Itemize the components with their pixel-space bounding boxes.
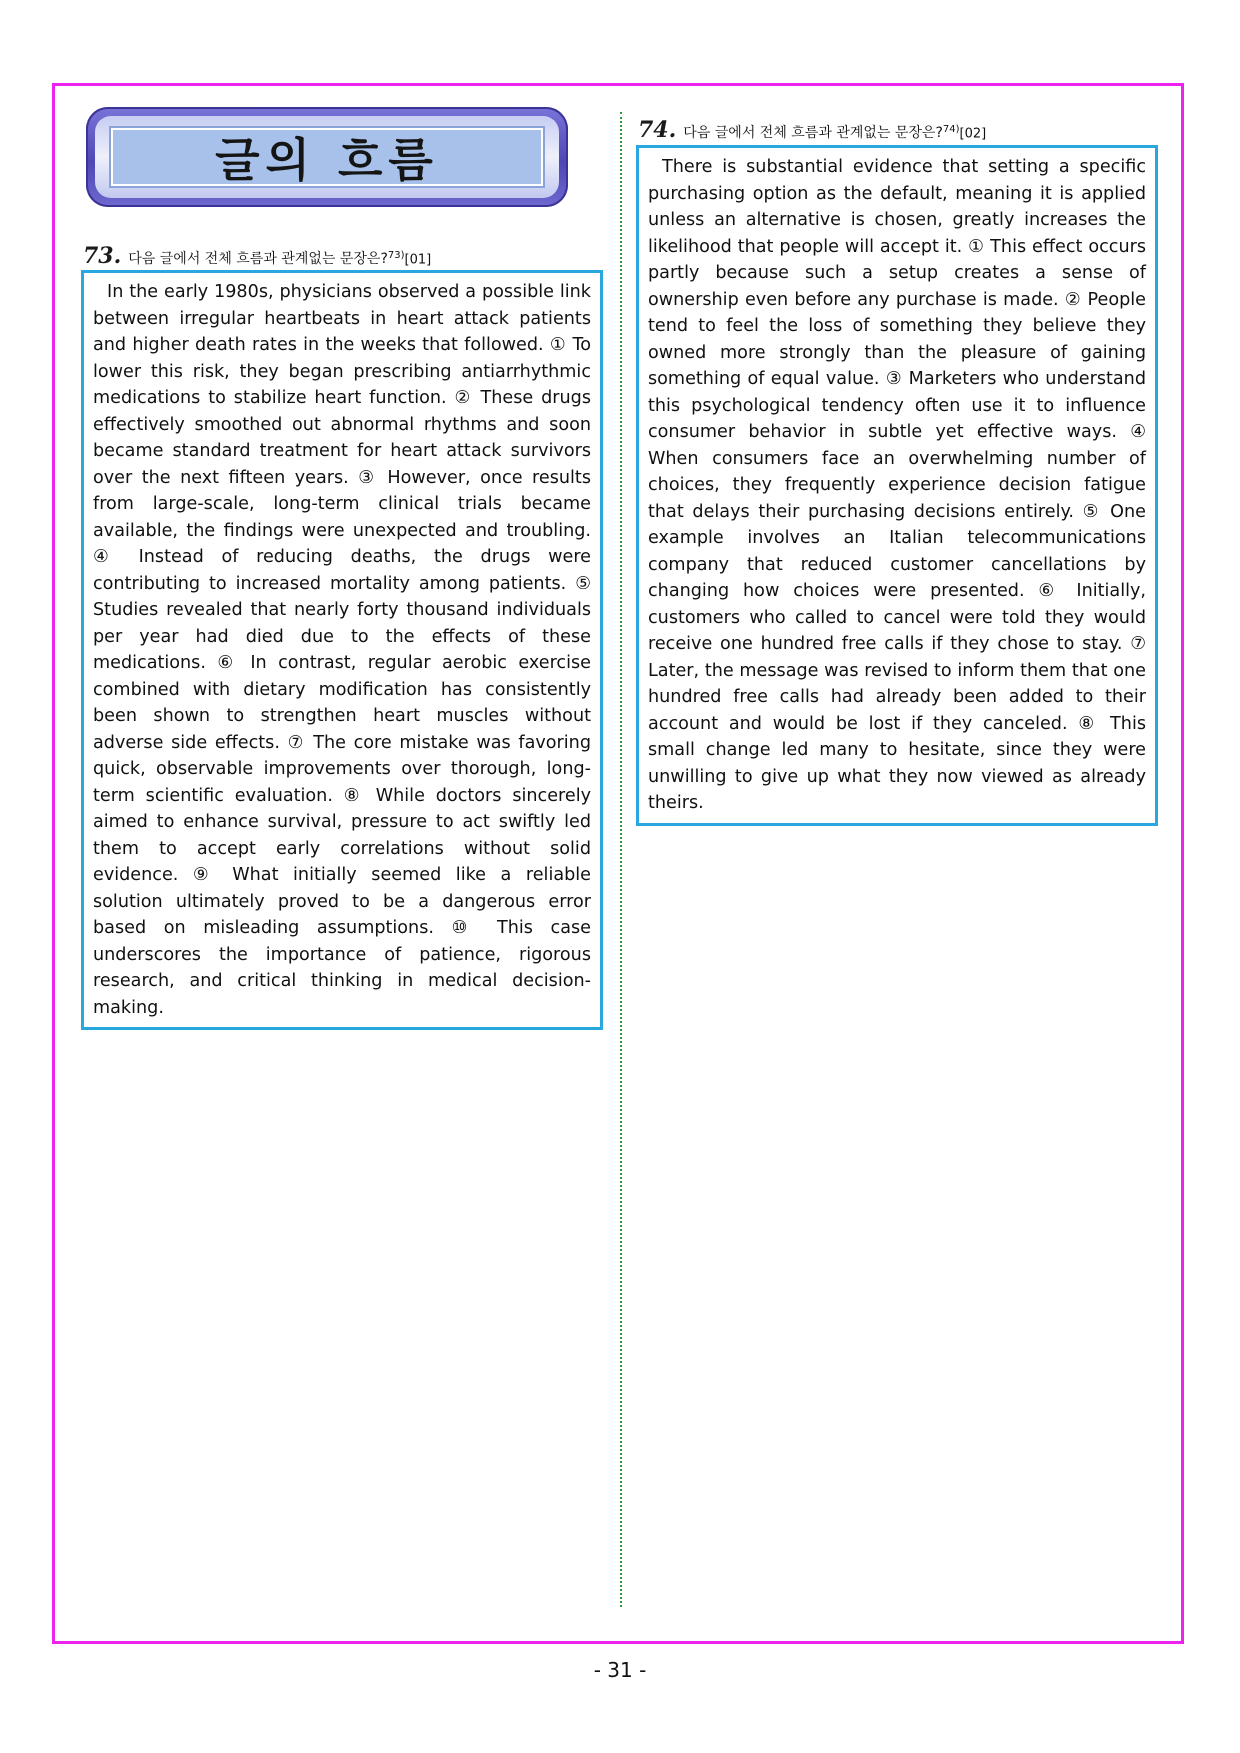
- question-reference: [388, 250, 431, 267]
- reference-superscript: 74): [942, 123, 960, 135]
- column-divider: [620, 112, 622, 1607]
- reference-code: [01]: [404, 252, 432, 267]
- reference-superscript: 73): [387, 249, 405, 261]
- reference-code: [02]: [959, 126, 987, 141]
- question-number: 74.: [638, 117, 677, 143]
- section-title-banner: [86, 107, 568, 207]
- question-74-header: [638, 117, 986, 143]
- banner-frame: [95, 116, 559, 198]
- question-reference: [943, 124, 986, 141]
- page-number: - 31 -: [593, 1658, 647, 1682]
- question-prompt: 다음 글에서 전체 흐름과 관계없는 문장은?: [128, 251, 388, 267]
- question-74-passage: There is substantial evidence that setting a specific purchasing option as the default, meaning it is applied unless an alternative is chosen, greatly increases the likelihood that people will accept it. ① This effect occurs partly because such a setup creates a sense of ownership even before any purchase is made. ② People tend to feel the loss of something they believe they owned more strongly than the pleasure of gaining something of equal value. ③ Marketers who understand this psychological tendency often use it to influence consumer behavior in subtle yet effective ways. ④ When consumers face an overwhelming number of choices, they frequently experience decision fatigue that delays their purchasing decisions entirely. ⑤ One example involves an Italian telecommunications company that reduced customer cancellations by changing how choices were presented. ⑥ Initially, customers who called to cancel were told they would receive one hundred free calls if they chose to stay. ⑦ Later, the message was revised to inform them that one hundred free calls had already been added to their account and would be lost if they canceled. ⑧ This small change led many to hesitate, since they were unwilling to give up what they now viewed as already theirs.: [636, 145, 1158, 826]
- section-title: 글의 흐름: [215, 133, 439, 187]
- question-prompt: 다음 글에서 전체 흐름과 관계없는 문장은?: [683, 125, 943, 141]
- question-73-header: [83, 243, 431, 269]
- question-73-passage: In the early 1980s, physicians observed a possible link between irregular heartbeats in heart attack patients and higher death rates in the weeks that followed. ① To lower this risk, they began prescribing antiarrhythmic medications to stabilize heart function. ② These drugs effectively smoothed out abnormal rhythms and soon became standard treatment for heart attack survivors over the next fifteen years. ③ However, once results from large-scale, long-term clinical trials became available, the findings were unexpected and troubling. ④ Instead of reducing deaths, the drugs were contributing to increased mortality among patients. ⑤ Studies revealed that nearly forty thousand individuals per year had died due to the effects of these medications. ⑥ In contrast, regular aerobic exercise combined with dietary modification has consistently been shown to strengthen heart muscles without adverse side effects. ⑦ The core mistake was favoring quick, observable improvements over thorough, long-term scientific evaluation. ⑧ While doctors sincerely aimed to enhance survival, pressure to act swiftly led them to accept early correlations without solid evidence. ⑨ What initially seemed like a reliable solution ultimately proved to be a dangerous error based on misleading assumptions. ⑩ This case underscores the importance of patience, rigorous research, and critical thinking in medical decision-making.: [81, 270, 603, 1030]
- banner-panel: [111, 128, 543, 186]
- question-number: 73.: [83, 243, 122, 269]
